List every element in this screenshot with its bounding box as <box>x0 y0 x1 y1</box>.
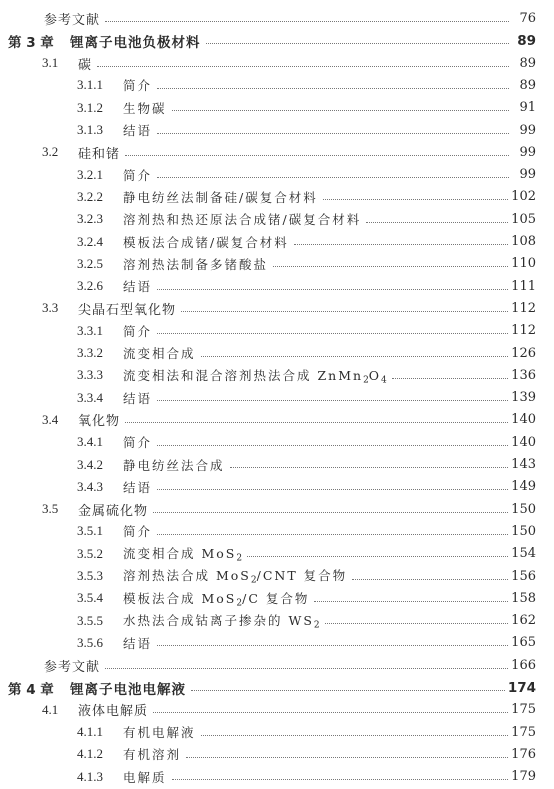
toc-title: 液体电解质 <box>78 704 149 720</box>
dot-leader <box>352 579 508 580</box>
toc-title: 锂离子电池负极材料 <box>70 34 201 51</box>
toc-subsection[interactable] <box>0 229 536 254</box>
toc-number: 3.2.2 <box>77 188 103 204</box>
toc-number: 3.5 <box>42 501 59 517</box>
dot-leader <box>181 311 508 312</box>
toc-page-number: 165 <box>511 635 536 651</box>
toc-page-number: 110 <box>511 256 536 272</box>
dot-leader <box>97 66 509 67</box>
toc-subsection[interactable] <box>0 720 536 745</box>
toc-references[interactable] <box>0 653 536 678</box>
toc-page-number: 174 <box>507 679 536 696</box>
toc-chapter[interactable] <box>0 28 536 53</box>
toc-number: 3.2.5 <box>77 255 103 271</box>
toc-page-number: 150 <box>511 501 536 517</box>
toc-title: 氧化物 <box>78 414 121 430</box>
toc-title: 结语 <box>123 279 153 295</box>
dot-leader <box>157 645 508 646</box>
toc-subsection[interactable] <box>0 452 536 477</box>
toc-subsection[interactable] <box>0 318 536 343</box>
toc-section[interactable] <box>0 497 536 522</box>
toc-subsection[interactable] <box>0 162 536 187</box>
dot-leader <box>172 779 509 780</box>
toc-page-number: 102 <box>511 189 536 205</box>
toc-subsection[interactable] <box>0 95 536 120</box>
toc-page-number: 89 <box>519 77 536 93</box>
toc-number: 3.3.2 <box>77 345 103 360</box>
toc-number: 3.1 <box>42 55 59 71</box>
toc-page-number: 143 <box>511 457 536 472</box>
toc-subsection[interactable] <box>0 586 536 611</box>
toc-number: 4.1.3 <box>77 768 103 784</box>
toc-page-number: 139 <box>511 390 536 406</box>
dot-leader <box>206 43 510 44</box>
toc-title: 金属硫化物 <box>78 503 149 519</box>
dot-leader <box>157 177 509 178</box>
toc-title: 结语 <box>123 479 153 495</box>
dot-leader <box>157 489 508 490</box>
toc-page-number: 108 <box>511 234 536 249</box>
toc-page-number: 175 <box>511 724 536 740</box>
dot-leader <box>201 356 509 357</box>
toc-number: 3.1.1 <box>77 77 103 93</box>
toc-subsection[interactable] <box>0 541 536 566</box>
dot-leader <box>247 556 508 557</box>
toc-number: 3.4.3 <box>77 478 103 494</box>
toc-subsection[interactable] <box>0 564 536 589</box>
toc-page-number: 136 <box>511 367 536 383</box>
toc-page-number: 140 <box>511 412 536 428</box>
toc-title: 结语 <box>123 390 153 406</box>
toc-title: 流变相合成 MoS$_2$ <box>123 546 243 564</box>
toc-title: 结语 <box>123 123 153 138</box>
toc-number: 3.3 <box>42 300 59 316</box>
toc-page-number: 176 <box>511 746 536 762</box>
toc-title: 有机溶剂 <box>123 747 182 763</box>
toc-section[interactable] <box>0 697 536 722</box>
toc-title: 简介 <box>123 78 153 94</box>
toc-title: 简介 <box>123 435 153 451</box>
dot-leader <box>325 623 509 624</box>
toc-page-number: 166 <box>511 657 536 673</box>
toc-title: 模板法合成锗/碳复合材料 <box>123 234 289 250</box>
toc-page-number: 175 <box>511 702 536 718</box>
toc-chapter[interactable] <box>0 675 536 700</box>
toc-number: 3.5.6 <box>77 634 103 650</box>
toc-page-number: 158 <box>511 590 536 606</box>
toc-title: 静电纺丝法合成 <box>123 457 225 473</box>
toc-page-number: 99 <box>519 167 536 183</box>
toc-title: 溶剂热法制备多锗酸盐 <box>123 256 269 272</box>
toc-title: 流变相法和混合溶剂热法合成 $ZnMn_2O_4$ <box>123 367 387 385</box>
toc-title: 参考文献 <box>44 659 101 675</box>
dot-leader <box>157 534 508 535</box>
toc-page-number: 112 <box>511 323 536 339</box>
toc-section[interactable] <box>0 51 536 76</box>
dot-leader <box>157 88 509 89</box>
toc-number: 3.5.4 <box>77 590 103 606</box>
toc-title: 简介 <box>123 323 153 339</box>
toc-number: 3.5.1 <box>77 523 103 539</box>
toc-title: 生物碳 <box>123 100 167 116</box>
toc-number: 3.2.3 <box>77 211 103 227</box>
toc-page-number: 149 <box>511 479 536 495</box>
toc-number: 3.3.3 <box>77 367 103 383</box>
toc-subsection[interactable] <box>0 630 536 655</box>
dot-leader <box>157 289 508 290</box>
toc-number: 第 4 章 <box>8 681 54 698</box>
toc-title: 流变相合成 <box>123 346 196 361</box>
toc-subsection[interactable] <box>0 764 536 789</box>
dot-leader <box>186 757 508 758</box>
dot-leader <box>153 712 508 713</box>
toc-subsection[interactable] <box>0 608 536 633</box>
toc-subsection[interactable] <box>0 207 536 232</box>
toc-page-number: 76 <box>519 11 536 26</box>
dot-leader <box>157 133 509 134</box>
toc-number: 3.5.3 <box>77 568 103 583</box>
toc-title: 有机电解液 <box>123 725 196 741</box>
dot-leader <box>366 222 508 223</box>
dot-leader <box>273 266 508 267</box>
toc-subsection[interactable] <box>0 118 536 143</box>
toc-page-number: 111 <box>511 278 536 294</box>
toc-number: 3.4 <box>42 411 59 427</box>
toc-references[interactable] <box>0 6 536 31</box>
toc-title: 简介 <box>123 167 153 183</box>
dot-leader <box>314 601 508 602</box>
toc-number: 3.4.2 <box>77 456 103 472</box>
toc-page-number: 179 <box>511 769 536 785</box>
dot-leader <box>230 467 509 468</box>
toc-section[interactable] <box>0 296 536 321</box>
toc-page-number: 91 <box>519 100 536 116</box>
toc-number: 3.3.4 <box>77 389 103 405</box>
toc-page-number: 99 <box>519 122 536 138</box>
dot-leader <box>157 400 508 401</box>
toc-number: 3.2 <box>42 144 59 160</box>
toc-title: 溶剂热和热还原法合成锗/碳复合材料 <box>123 212 362 228</box>
dot-leader <box>191 690 505 691</box>
toc-page-number: 162 <box>511 613 536 629</box>
toc-title: 参考文献 <box>44 13 101 28</box>
dot-leader <box>323 199 508 200</box>
toc-title: 简介 <box>123 524 153 540</box>
toc-section[interactable] <box>0 140 536 165</box>
toc-page-number: 99 <box>519 144 536 160</box>
toc-title: 碳 <box>78 57 93 73</box>
toc-subsection[interactable] <box>0 341 536 366</box>
toc-page-number: 89 <box>517 32 536 49</box>
toc-title: 尖晶石型氧化物 <box>78 302 177 318</box>
dot-leader <box>157 333 508 334</box>
toc-subsection[interactable] <box>0 742 536 767</box>
toc-page-number: 150 <box>511 523 536 539</box>
dot-leader <box>201 735 509 736</box>
toc-number: 3.3.1 <box>77 322 103 338</box>
toc-section[interactable] <box>0 407 536 432</box>
dot-leader <box>105 668 508 669</box>
toc-page-number: 126 <box>511 345 536 361</box>
dot-leader <box>172 110 509 111</box>
toc-number: 3.1.2 <box>77 99 103 115</box>
toc-subsection[interactable] <box>0 184 536 209</box>
dot-leader <box>157 445 508 446</box>
toc-page-number: 112 <box>511 300 536 316</box>
toc-page-number: 154 <box>511 546 536 562</box>
toc-subsection[interactable] <box>0 274 536 299</box>
toc-page-number: 89 <box>519 55 536 71</box>
toc-number: 3.4.1 <box>77 434 103 450</box>
toc-number: 第 3 章 <box>8 34 54 51</box>
toc-subsection[interactable] <box>0 519 536 544</box>
toc-number: 3.2.6 <box>77 278 103 294</box>
toc-subsection[interactable] <box>0 251 536 276</box>
toc-page-number: 156 <box>511 568 536 584</box>
toc-title: 水热法合成钴离子掺杂的 $WS_2$ <box>123 612 320 631</box>
dot-leader <box>294 244 508 245</box>
dot-leader <box>392 378 508 379</box>
toc-title: 硅和锗 <box>78 146 121 162</box>
toc-subsection[interactable] <box>0 430 536 455</box>
toc-page-number: 140 <box>511 434 536 450</box>
toc-number: 3.5.2 <box>77 545 103 561</box>
dot-leader <box>153 512 508 513</box>
dot-leader <box>105 21 509 22</box>
toc-page-number: 105 <box>511 211 536 227</box>
toc-number: 4.1.1 <box>77 724 103 740</box>
toc-title: 锂离子电池电解液 <box>70 681 186 698</box>
toc-number: 3.5.5 <box>77 612 103 628</box>
dot-leader <box>125 155 509 156</box>
dot-leader <box>125 422 508 423</box>
toc-number: 3.1.3 <box>77 122 103 137</box>
toc-number: 4.1 <box>42 701 59 717</box>
toc-title: 静电纺丝法制备硅/碳复合材料 <box>123 189 318 205</box>
toc-subsection[interactable] <box>0 73 536 98</box>
toc-subsection[interactable] <box>0 474 536 499</box>
toc-subsection[interactable] <box>0 363 536 388</box>
toc-subsection[interactable] <box>0 385 536 410</box>
toc-number: 3.2.1 <box>77 166 103 182</box>
toc-title: 溶剂热法合成 MoS$_2$/CNT 复合物 <box>123 568 348 586</box>
toc-title: 结语 <box>123 635 153 651</box>
toc-title: 模板法合成 MoS$_2$/C 复合物 <box>123 590 310 608</box>
toc-title: 电解质 <box>123 769 167 785</box>
toc-number: 4.1.2 <box>77 746 103 762</box>
toc-number: 3.2.4 <box>77 233 103 249</box>
